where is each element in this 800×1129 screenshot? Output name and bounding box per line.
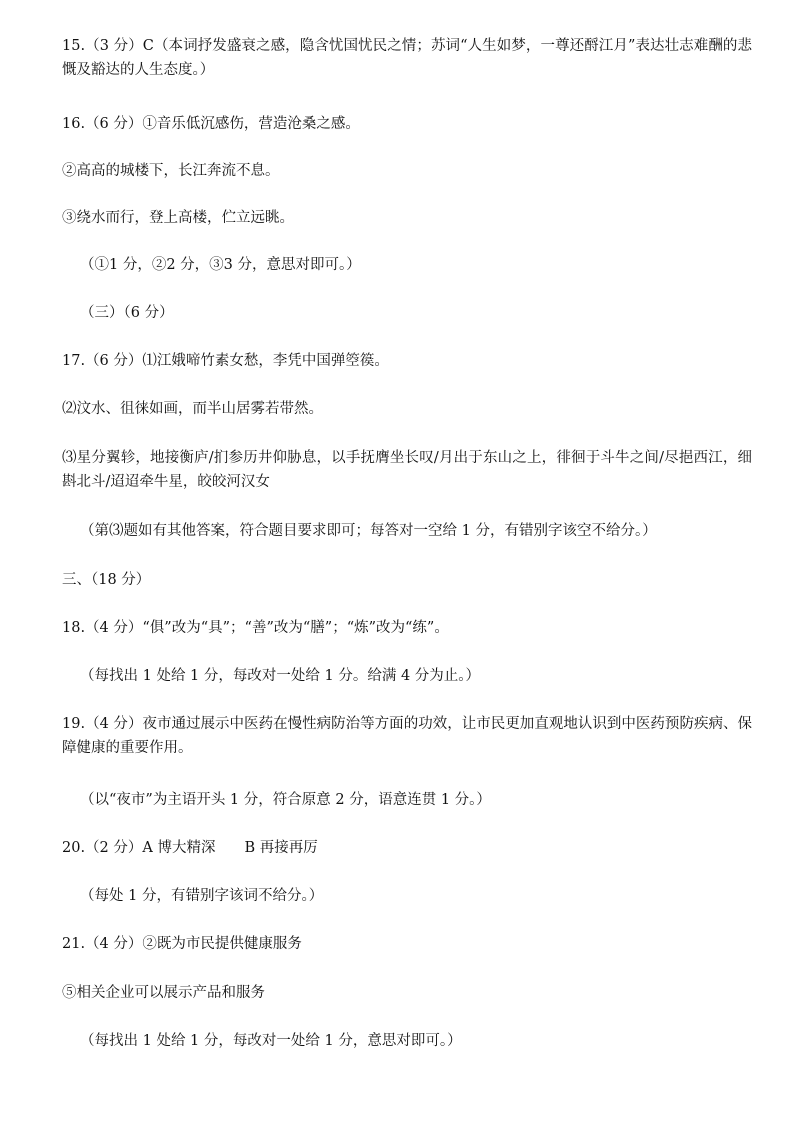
- answer-16-point-2: ②高高的城楼下，长江奔流不息。: [62, 163, 280, 179]
- section-3-sub-heading: （三）（6 分）: [80, 305, 174, 321]
- answer-18-scoring-note: （每找出 1 处给 1 分，每改对一处给 1 分。给满 4 分为止。）: [80, 668, 481, 684]
- answer-18: 18.（4 分）“俱”改为“具”；“善”改为“膳”；“炼”改为“练”。: [62, 620, 449, 636]
- answer-17: 17.（6 分）⑴江娥啼竹素女愁，李凭中国弹箜篌。: [62, 353, 389, 369]
- answer-17-scoring-note: （第⑶题如有其他答案，符合题目要求即可；每答对一空给 1 分，有错别字该空不给分。）: [80, 523, 657, 539]
- answer-17-part-2: ⑵汶水、徂徕如画，而半山居雾若带然。: [62, 401, 323, 417]
- answer-20: 20.（2 分）A 博大精深 B 再接再厉: [62, 840, 318, 856]
- answer-19-scoring-note: （以“夜市”为主语开头 1 分，符合原意 2 分，语意连贯 1 分。）: [80, 792, 491, 808]
- answer-15: 15.（3 分）C（本词抒发盛衰之感，隐含忧国忧民之情；苏词“人生如梦，一尊还酹江月”表达壮志难酬的悲慨及豁达的人生态度。）: [62, 38, 752, 78]
- section-3-heading: 三、（18 分）: [62, 572, 151, 588]
- answer-21-scoring-note: （每找出 1 处给 1 分，每改对一处给 1 分，意思对即可。）: [80, 1033, 462, 1049]
- answer-20-scoring-note: （每处 1 分，有错别字该词不给分。）: [80, 888, 324, 904]
- answer-17-part-3: ⑶星分翼轸，地接衡庐/扪参历井仰胁息，以手抚膺坐长叹/月出于东山之上，徘徊于斗牛之间/尽挹西江，细斟北斗/迢迢牵牛星，皎皎河汉女: [62, 450, 752, 490]
- answer-21-point-5: ⑤相关企业可以展示产品和服务: [62, 985, 265, 1001]
- answer-16: 16.（6 分）①音乐低沉感伤，营造沧桑之感。: [62, 116, 360, 132]
- answer-21: 21.（4 分）②既为市民提供健康服务: [62, 936, 302, 952]
- answer-16-point-3: ③绕水而行，登上高楼，伫立远眺。: [62, 210, 294, 226]
- answer-19: 19.（4 分）夜市通过展示中医药在慢性病防治等方面的功效，让市民更加直观地认识到中医药预防疾病、保障健康的重要作用。: [62, 716, 752, 756]
- answer-16-scoring-note: （①1 分，②2 分，③3 分，意思对即可。）: [80, 257, 361, 273]
